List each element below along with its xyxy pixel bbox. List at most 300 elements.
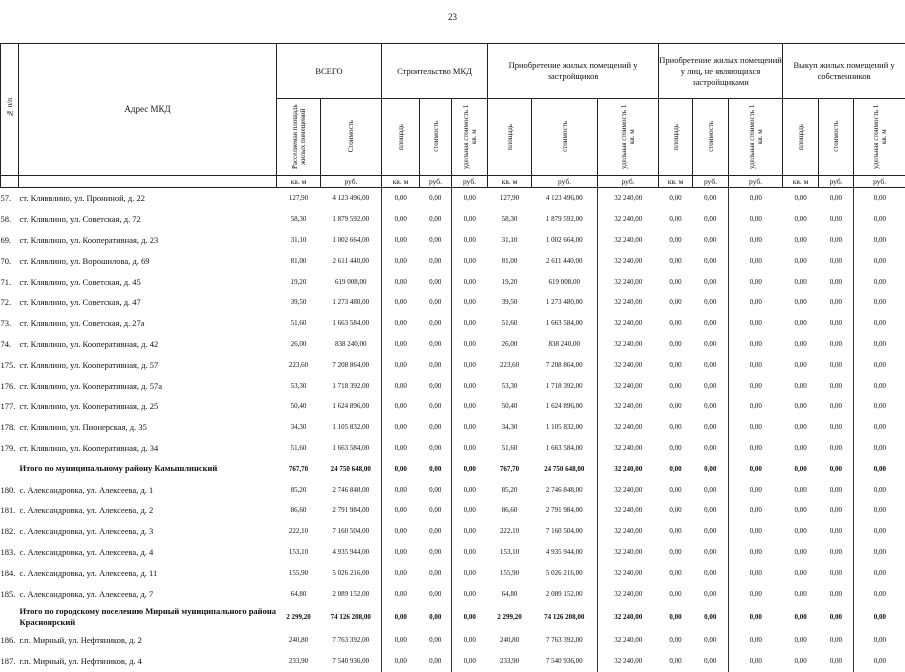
value-cell: 0,00 [382, 209, 420, 230]
value-cell: 0,00 [783, 334, 819, 355]
value-cell: 0,00 [693, 500, 729, 521]
header-sub-unit-cost: удельная стоимость 1 кв. м [452, 99, 488, 176]
value-cell: 0,00 [854, 375, 905, 396]
value-cell: 32 240,00 [598, 375, 659, 396]
row-number: 185. [1, 583, 19, 604]
address-cell: ст. Клявлино, ул. Советская, д. 47 [19, 292, 277, 313]
value-cell: 0,00 [382, 583, 420, 604]
address-cell: с. Александровка, ул. Алексеева, д. 11 [19, 562, 277, 583]
value-cell: 0,00 [819, 458, 854, 479]
row-number: 187. [1, 651, 19, 672]
value-cell: 0,00 [783, 630, 819, 651]
value-cell: 0,00 [783, 458, 819, 479]
value-cell: 24 750 648,00 [321, 458, 382, 479]
value-cell: 0,00 [819, 334, 854, 355]
value-cell: 0,00 [783, 651, 819, 672]
row-number: 182. [1, 521, 19, 542]
value-cell: 32 240,00 [598, 562, 659, 583]
value-cell: 32 240,00 [598, 630, 659, 651]
header-unit-empty [1, 176, 19, 188]
value-cell: 50,40 [277, 396, 321, 417]
value-cell: 0,00 [693, 334, 729, 355]
value-cell: 0,00 [382, 230, 420, 251]
value-cell: 0,00 [382, 500, 420, 521]
value-cell: 51,60 [277, 313, 321, 334]
header-sub-unit-cost: удельная стоимость 1 кв. м [598, 99, 659, 176]
value-cell: 0,00 [693, 651, 729, 672]
value-cell: 1 105 832,00 [321, 417, 382, 438]
value-cell: 0,00 [693, 417, 729, 438]
value-cell: 0,00 [452, 604, 488, 630]
value-cell: 0,00 [420, 375, 452, 396]
value-cell: 0,00 [819, 209, 854, 230]
value-cell: 32 240,00 [598, 651, 659, 672]
header-group-construction: Строительство МКД [382, 44, 488, 99]
table-row [1, 417, 905, 438]
value-cell: 0,00 [659, 651, 693, 672]
value-cell: 0,00 [729, 313, 783, 334]
value-cell: 0,00 [382, 292, 420, 313]
header-unit: руб. [854, 176, 905, 188]
value-cell: 32 240,00 [598, 458, 659, 479]
value-cell: 1 663 584,00 [321, 438, 382, 459]
value-cell: 0,00 [452, 209, 488, 230]
value-cell: 1 879 592,00 [532, 209, 598, 230]
value-cell: 0,00 [452, 271, 488, 292]
page-number: 23 [0, 12, 905, 22]
total-row [1, 458, 905, 479]
value-cell: 0,00 [819, 188, 854, 209]
value-cell: 0,00 [659, 313, 693, 334]
value-cell: 0,00 [783, 438, 819, 459]
value-cell: 1 002 664,00 [532, 230, 598, 251]
row-number: 72. [1, 292, 19, 313]
value-cell: 1 663 584,00 [532, 313, 598, 334]
value-cell: 0,00 [854, 396, 905, 417]
header-unit: кв. м [382, 176, 420, 188]
value-cell: 32 240,00 [598, 521, 659, 542]
value-cell: 32 240,00 [598, 334, 659, 355]
value-cell: 0,00 [729, 292, 783, 313]
value-cell: 7 540 936,00 [321, 651, 382, 672]
value-cell: 58,30 [277, 209, 321, 230]
value-cell: 32 240,00 [598, 209, 659, 230]
value-cell: 0,00 [452, 313, 488, 334]
value-cell: 233,90 [488, 651, 532, 672]
row-number: 183. [1, 542, 19, 563]
value-cell: 0,00 [420, 583, 452, 604]
value-cell: 81,00 [277, 250, 321, 271]
value-cell: 7 160 504,00 [321, 521, 382, 542]
value-cell: 0,00 [729, 542, 783, 563]
value-cell: 0,00 [382, 542, 420, 563]
header-sub-cost: стоимость [532, 99, 598, 176]
value-cell: 0,00 [783, 521, 819, 542]
value-cell: 0,00 [819, 583, 854, 604]
value-cell: 7 763 392,00 [532, 630, 598, 651]
header-sub-area: площадь [382, 99, 420, 176]
value-cell: 2 089 152,00 [321, 583, 382, 604]
value-cell: 0,00 [783, 230, 819, 251]
value-cell: 0,00 [693, 396, 729, 417]
value-cell: 0,00 [420, 313, 452, 334]
value-cell: 0,00 [819, 375, 854, 396]
value-cell: 0,00 [729, 354, 783, 375]
value-cell: 0,00 [382, 562, 420, 583]
value-cell: 0,00 [854, 313, 905, 334]
value-cell: 32 240,00 [598, 250, 659, 271]
table-row [1, 651, 905, 672]
value-cell: 4 935 944,00 [321, 542, 382, 563]
value-cell: 0,00 [659, 479, 693, 500]
value-cell: 0,00 [854, 604, 905, 630]
value-cell: 153,10 [488, 542, 532, 563]
value-cell: 0,00 [659, 604, 693, 630]
table-row [1, 583, 905, 604]
value-cell: 0,00 [729, 458, 783, 479]
row-number: 179. [1, 438, 19, 459]
value-cell: 2 746 848,00 [321, 479, 382, 500]
value-cell: 32 240,00 [598, 417, 659, 438]
value-cell: 0,00 [729, 521, 783, 542]
value-cell: 51,60 [488, 313, 532, 334]
address-cell: с. Александровка, ул. Алексеева, д. 7 [19, 583, 277, 604]
value-cell: 0,00 [382, 396, 420, 417]
value-cell: 0,00 [382, 375, 420, 396]
address-cell: ст. Кляввлино, ул. Прониной, д. 22 [19, 188, 277, 209]
address-cell: с. Александровка, ул. Алексеева, д. 1 [19, 479, 277, 500]
value-cell: 0,00 [819, 292, 854, 313]
value-cell: 0,00 [783, 562, 819, 583]
value-cell: 0,00 [452, 479, 488, 500]
value-cell: 0,00 [382, 313, 420, 334]
value-cell: 619 008,00 [321, 271, 382, 292]
value-cell: 1 002 664,00 [321, 230, 382, 251]
value-cell: 0,00 [382, 604, 420, 630]
value-cell: 7 540 936,00 [532, 651, 598, 672]
value-cell: 0,00 [420, 604, 452, 630]
value-cell: 222,10 [277, 521, 321, 542]
value-cell: 0,00 [452, 500, 488, 521]
value-cell: 0,00 [382, 188, 420, 209]
value-cell: 64,80 [488, 583, 532, 604]
value-cell: 0,00 [819, 271, 854, 292]
value-cell: 0,00 [729, 396, 783, 417]
value-cell: 1 273 480,00 [321, 292, 382, 313]
value-cell: 0,00 [693, 438, 729, 459]
value-cell: 0,00 [693, 313, 729, 334]
value-cell: 0,00 [452, 292, 488, 313]
value-cell: 155,90 [488, 562, 532, 583]
value-cell: 2 746 848,00 [532, 479, 598, 500]
address-cell: с. Александровка, ул. Алексеева, д. 3 [19, 521, 277, 542]
value-cell: 0,00 [854, 542, 905, 563]
header-sub-area: площадь [783, 99, 819, 176]
row-number: 74. [1, 334, 19, 355]
value-cell: 0,00 [729, 417, 783, 438]
value-cell: 0,00 [819, 479, 854, 500]
value-cell: 0,00 [693, 354, 729, 375]
value-cell: 0,00 [693, 562, 729, 583]
value-cell: 2 299,20 [277, 604, 321, 630]
value-cell: 81,00 [488, 250, 532, 271]
table-row [1, 521, 905, 542]
address-cell: ст. Клявлино, ул. Кооперативная, д. 23 [19, 230, 277, 251]
address-cell: ст. Клявлино, ул. Советская, д. 27а [19, 313, 277, 334]
value-cell: 31,10 [488, 230, 532, 251]
value-cell: 0,00 [382, 334, 420, 355]
value-cell: 0,00 [729, 188, 783, 209]
value-cell: 223,60 [488, 354, 532, 375]
value-cell: 0,00 [783, 209, 819, 230]
value-cell: 0,00 [420, 334, 452, 355]
value-cell: 0,00 [382, 271, 420, 292]
value-cell: 1 718 392,00 [321, 375, 382, 396]
value-cell: 0,00 [659, 583, 693, 604]
value-cell: 0,00 [659, 188, 693, 209]
value-cell: 5 026 216,00 [532, 562, 598, 583]
row-number: 181. [1, 500, 19, 521]
value-cell: 2 611 440,00 [321, 250, 382, 271]
value-cell: 0,00 [452, 521, 488, 542]
value-cell: 0,00 [420, 630, 452, 651]
value-cell: 0,00 [382, 458, 420, 479]
value-cell: 0,00 [783, 542, 819, 563]
value-cell: 0,00 [729, 250, 783, 271]
address-cell: ст. Клявлино, ул. Советская, д. 72 [19, 209, 277, 230]
value-cell: 4 123 496,00 [321, 188, 382, 209]
value-cell: 233,90 [277, 651, 321, 672]
value-cell: 0,00 [693, 604, 729, 630]
value-cell: 0,00 [452, 542, 488, 563]
value-cell: 0,00 [382, 479, 420, 500]
value-cell: 1 663 584,00 [532, 438, 598, 459]
value-cell: 0,00 [420, 458, 452, 479]
value-cell: 1 105 832,00 [532, 417, 598, 438]
row-number: 184. [1, 562, 19, 583]
header-unit: руб. [598, 176, 659, 188]
value-cell: 32 240,00 [598, 313, 659, 334]
address-cell: ст. Клявлино, ул. Кооперативная, д. 25 [19, 396, 277, 417]
table-row [1, 230, 905, 251]
value-cell: 0,00 [659, 562, 693, 583]
row-number: 175. [1, 354, 19, 375]
value-cell: 0,00 [693, 583, 729, 604]
value-cell: 0,00 [729, 209, 783, 230]
value-cell: 0,00 [783, 188, 819, 209]
value-cell: 0,00 [659, 458, 693, 479]
value-cell: 0,00 [819, 542, 854, 563]
address-cell: ст. Клявлино, ул. Ворошилова, д. 69 [19, 250, 277, 271]
row-number: 177. [1, 396, 19, 417]
value-cell: 0,00 [452, 396, 488, 417]
value-cell: 0,00 [783, 292, 819, 313]
header-sub-unit-cost: удельная стоимость 1 кв. м [729, 99, 783, 176]
address-cell: ст. Клявлино, ул. Кооперативная, д. 42 [19, 334, 277, 355]
value-cell: 0,00 [819, 417, 854, 438]
value-cell: 74 126 208,00 [532, 604, 598, 630]
value-cell: 0,00 [452, 188, 488, 209]
value-cell: 0,00 [452, 250, 488, 271]
table-row [1, 292, 905, 313]
value-cell: 7 208 864,00 [532, 354, 598, 375]
value-cell: 0,00 [452, 230, 488, 251]
value-cell: 31,10 [277, 230, 321, 251]
value-cell: 32 240,00 [598, 583, 659, 604]
value-cell: 0,00 [854, 334, 905, 355]
value-cell: 0,00 [659, 438, 693, 459]
header-unit-empty [19, 176, 277, 188]
value-cell: 0,00 [420, 417, 452, 438]
value-cell: 240,80 [488, 630, 532, 651]
value-cell: 0,00 [783, 396, 819, 417]
value-cell: 0,00 [783, 604, 819, 630]
value-cell: 0,00 [420, 542, 452, 563]
value-cell: 32 240,00 [598, 396, 659, 417]
value-cell: 0,00 [420, 396, 452, 417]
value-cell: 0,00 [783, 375, 819, 396]
value-cell: 0,00 [452, 417, 488, 438]
value-cell: 0,00 [420, 250, 452, 271]
value-cell: 0,00 [659, 521, 693, 542]
value-cell: 0,00 [729, 479, 783, 500]
value-cell: 0,00 [693, 230, 729, 251]
header-group-non-developers: Приобретение жилых помещений у лиц, не являющихся застройщиками [659, 44, 783, 99]
value-cell: 0,00 [729, 500, 783, 521]
value-cell: 0,00 [819, 438, 854, 459]
header-address: Адрес МКД [19, 44, 277, 176]
value-cell: 1 624 896,00 [321, 396, 382, 417]
value-cell: 0,00 [382, 354, 420, 375]
table-row [1, 396, 905, 417]
value-cell: 39,50 [488, 292, 532, 313]
header-unit: руб. [532, 176, 598, 188]
header-group-row [1, 44, 905, 99]
value-cell: 0,00 [729, 230, 783, 251]
row-number: 57. [1, 188, 19, 209]
total-label: Итого по городскому поселению Мирный муниципального района Красноярский [19, 604, 277, 630]
value-cell: 0,00 [819, 630, 854, 651]
value-cell: 0,00 [452, 354, 488, 375]
value-cell: 0,00 [420, 230, 452, 251]
row-number: 180. [1, 479, 19, 500]
value-cell: 0,00 [854, 417, 905, 438]
value-cell: 0,00 [854, 479, 905, 500]
value-cell: 0,00 [693, 458, 729, 479]
value-cell: 32 240,00 [598, 354, 659, 375]
row-number [1, 458, 19, 479]
table-row [1, 542, 905, 563]
header-group-developers: Приобретение жилых помещений у застройщиков [488, 44, 659, 99]
value-cell: 0,00 [420, 354, 452, 375]
value-cell: 86,60 [277, 500, 321, 521]
value-cell: 0,00 [659, 375, 693, 396]
value-cell: 0,00 [729, 271, 783, 292]
value-cell: 0,00 [854, 630, 905, 651]
value-cell: 0,00 [819, 396, 854, 417]
value-cell: 53,30 [488, 375, 532, 396]
header-unit: руб. [321, 176, 382, 188]
table-row [1, 500, 905, 521]
value-cell: 0,00 [693, 188, 729, 209]
value-cell: 767,70 [277, 458, 321, 479]
value-cell: 0,00 [783, 250, 819, 271]
value-cell: 2 791 984,00 [321, 500, 382, 521]
value-cell: 0,00 [382, 417, 420, 438]
value-cell: 0,00 [819, 500, 854, 521]
row-number: 58. [1, 209, 19, 230]
value-cell: 838 240,00 [532, 334, 598, 355]
value-cell: 5 026 216,00 [321, 562, 382, 583]
value-cell: 0,00 [854, 521, 905, 542]
row-number: 178. [1, 417, 19, 438]
header-unit: руб. [420, 176, 452, 188]
header-group-buyout: Выкуп жилых помещений у собственников [783, 44, 905, 99]
value-cell: 0,00 [854, 458, 905, 479]
address-cell: ст. Клявлино, ул. Советская, д. 45 [19, 271, 277, 292]
header-unit: руб. [693, 176, 729, 188]
value-cell: 0,00 [729, 438, 783, 459]
value-cell: 0,00 [382, 521, 420, 542]
value-cell: 0,00 [659, 209, 693, 230]
value-cell: 2 089 152,00 [532, 583, 598, 604]
value-cell: 0,00 [693, 250, 729, 271]
value-cell: 74 126 208,00 [321, 604, 382, 630]
table-row [1, 438, 905, 459]
value-cell: 0,00 [854, 292, 905, 313]
table-row [1, 375, 905, 396]
value-cell: 53,30 [277, 375, 321, 396]
address-cell: ст. Клявлино, ул. Кооперативная, д. 57а [19, 375, 277, 396]
value-cell: 7 208 864,00 [321, 354, 382, 375]
address-cell: г.п. Мирный, ул. Нефтяников, д. 4 [19, 651, 277, 672]
value-cell: 0,00 [420, 292, 452, 313]
value-cell: 0,00 [659, 417, 693, 438]
table-row [1, 630, 905, 651]
value-cell: 0,00 [783, 479, 819, 500]
value-cell: 0,00 [854, 271, 905, 292]
value-cell: 0,00 [452, 583, 488, 604]
table-row [1, 354, 905, 375]
table-row [1, 188, 905, 209]
resettlement-table [0, 43, 905, 672]
value-cell: 26,00 [277, 334, 321, 355]
value-cell: 0,00 [420, 651, 452, 672]
value-cell: 0,00 [452, 651, 488, 672]
value-cell: 0,00 [693, 630, 729, 651]
value-cell: 32 240,00 [598, 542, 659, 563]
header-units-row [1, 176, 905, 188]
value-cell: 19,20 [277, 271, 321, 292]
value-cell: 0,00 [659, 630, 693, 651]
value-cell: 39,50 [277, 292, 321, 313]
value-cell: 0,00 [854, 250, 905, 271]
value-cell: 0,00 [659, 396, 693, 417]
address-cell: с. Александровка, ул. Алексеева, д. 2 [19, 500, 277, 521]
value-cell: 51,60 [488, 438, 532, 459]
value-cell: 0,00 [659, 292, 693, 313]
header-sub-cost: стоимость [693, 99, 729, 176]
header-unit: руб. [819, 176, 854, 188]
value-cell: 0,00 [452, 375, 488, 396]
value-cell: 0,00 [420, 562, 452, 583]
value-cell: 0,00 [819, 230, 854, 251]
value-cell: 0,00 [819, 313, 854, 334]
value-cell: 7 763 392,00 [321, 630, 382, 651]
table-row [1, 250, 905, 271]
value-cell: 0,00 [420, 500, 452, 521]
value-cell: 0,00 [452, 334, 488, 355]
